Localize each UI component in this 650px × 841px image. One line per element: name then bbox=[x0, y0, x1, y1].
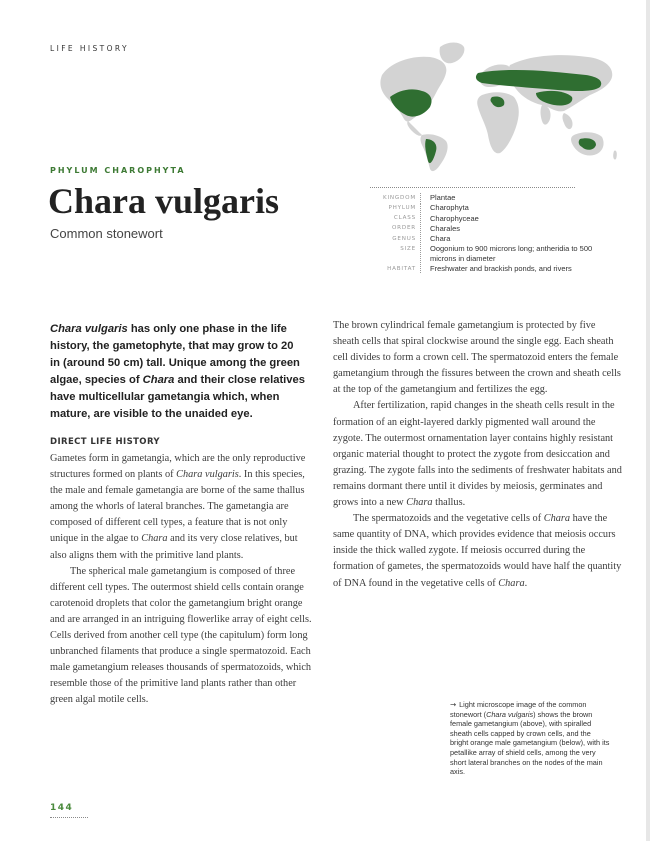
taxonomy-row bbox=[360, 214, 620, 223]
taxonomy-separator bbox=[420, 244, 426, 263]
intro-genus: Chara bbox=[142, 374, 175, 386]
map-greenland bbox=[440, 43, 465, 64]
body-text: After fertilization, rapid changes in the sheath cells result in the formation of an eight-layered darkly pigmented wall around the zygote. The outermost ornamentation layer contains highly resistant organic material thought to protect the zygote from desiccation and grazing. The zygote falls into the sediments of freshwater habitats and remains dormant there until it divides by meiosis, germinates and grows into a new bbox=[333, 400, 622, 509]
taxonomy-label: SIZE bbox=[400, 245, 416, 252]
taxonomy-value: Plantae bbox=[430, 193, 456, 202]
body-text: Gametes form in gametangia, which are the only reproductive structures formed on plants of bbox=[50, 453, 306, 481]
body-text: The spermatozoids and the vegetative cells of bbox=[353, 513, 544, 525]
body-italic: Chara bbox=[543, 513, 571, 525]
taxonomy-row bbox=[360, 234, 620, 243]
page-number: 144 bbox=[50, 803, 74, 813]
intro-text: and their close relatives have multicellular gametangia which, when mature, are visible to the unaided eye. bbox=[50, 374, 305, 420]
taxonomy-value: Freshwater and brackish ponds, and rivers bbox=[430, 264, 572, 274]
taxonomy-value: Charales bbox=[430, 223, 461, 233]
species-title: Chara vulgaris bbox=[48, 181, 280, 221]
taxonomy-label: ORDER bbox=[391, 225, 416, 232]
intro-species: Chara vulgaris bbox=[50, 323, 128, 335]
body-text: thallus. bbox=[432, 497, 466, 509]
taxonomy-separator bbox=[420, 203, 426, 212]
taxonomy-label: PHYLUM bbox=[388, 204, 416, 211]
body-paragraph: The brown cylindrical female gametangium is protected by five sheath cells that spiral clockwise around the single egg. Each sheath cell divides to form a crown cell. The spermatozoid enters the female gametangium through the fissures between the crown and sheath cells at the top of the gametangium and fertilizes the egg. bbox=[333, 320, 621, 396]
map-se-asia bbox=[563, 113, 573, 129]
taxonomy-row bbox=[360, 224, 620, 233]
taxonomy-value: Charophyta bbox=[430, 203, 469, 213]
body-text: . In this species, the male and female gametangia are borne of the same thallus among the whorls of lateral branches. The gametangia are composed of different cell types, a feature that is not only unique in the algae to bbox=[50, 469, 305, 545]
arrow-right-icon: → bbox=[450, 700, 457, 709]
body-column-left bbox=[50, 451, 312, 709]
taxonomy-separator bbox=[420, 234, 426, 243]
phylum-label: PHYLUM CHAROPHYTA bbox=[50, 166, 186, 175]
intro-text: has only one phase in the life history, the gametophyte, that may grow to 20 in (around 50 cm) tall. Unique among the green algae, species of bbox=[50, 323, 300, 386]
page-number-dots bbox=[50, 817, 88, 818]
body-text: and its very close relatives, but also aligns them with the primitive land plants. bbox=[50, 533, 298, 561]
taxonomy-value: Chara bbox=[430, 234, 451, 244]
distribution-map bbox=[360, 35, 630, 173]
taxonomy-table bbox=[360, 193, 620, 274]
body-text: . bbox=[524, 577, 528, 589]
taxonomy-row bbox=[360, 244, 620, 263]
map-central-america bbox=[407, 121, 422, 136]
caption-italic: Chara vulgaris bbox=[486, 709, 534, 719]
taxonomy-value: Oogonium to 900 microns long; antheridia to 500 microns in diameter bbox=[430, 244, 593, 263]
map-new-zealand bbox=[613, 150, 617, 159]
body-italic: Chara bbox=[141, 533, 168, 545]
body-column-right bbox=[333, 318, 623, 592]
map-india bbox=[541, 105, 551, 125]
caption-text: Light microscope image of the common stonewort ( bbox=[450, 700, 587, 719]
body-paragraph bbox=[333, 398, 623, 511]
taxonomy-row bbox=[360, 264, 620, 273]
image-caption bbox=[450, 700, 610, 777]
taxonomy-row bbox=[360, 203, 620, 212]
taxonomy-row bbox=[360, 193, 620, 202]
taxonomy-separator bbox=[420, 224, 426, 233]
body-paragraph bbox=[50, 451, 312, 564]
section-label: LIFE HISTORY bbox=[50, 44, 130, 53]
body-paragraph bbox=[333, 511, 623, 591]
body-text: have the same quantity of DNA, which provides evidence that meiosis occurs inside the thick walled zygote. If meiosis occurred during the formation of gametes, the spermatozoids would have half the quantity of DNA found in the vegetative cells of bbox=[333, 513, 622, 589]
taxonomy-label: HABITAT bbox=[387, 265, 416, 272]
taxonomy-value: Charophyceae bbox=[430, 213, 479, 223]
taxonomy-divider bbox=[370, 187, 575, 188]
caption-text: ) shows the brown female gametangium (above), with spiralled sheath cells capped by crown cells, and the bright orange male gametangium (below), with its petallike array of shield cells, among the very short lateral branches on the nodes of the main axis. bbox=[450, 709, 610, 777]
section-heading: DIRECT LIFE HISTORY bbox=[50, 437, 160, 447]
taxonomy-separator bbox=[420, 214, 426, 223]
taxonomy-label: GENUS bbox=[392, 235, 416, 242]
body-italic: Chara bbox=[406, 497, 433, 509]
body-paragraph: The spherical male gametangium is composed of three different cell types. The outermost shield cells contain orange carotenoid droplets that color the gametangium bright orange and are arranged in an intriguing flowerlike array of eight cells. Cells derived from another cell type (the capitulum) form long unbranched filaments that produce a single spermatozoid. Each male gametangium releases thousands of spermatozoids, which resemble those of the primitive land plants rather than other green algal motile cells. bbox=[50, 565, 312, 706]
common-name: Common stonewort bbox=[50, 226, 163, 241]
page-edge bbox=[646, 0, 650, 841]
taxonomy-label: CLASS bbox=[393, 215, 416, 222]
taxonomy-separator bbox=[420, 264, 426, 273]
body-italic: Chara bbox=[498, 577, 525, 589]
range-north-america bbox=[390, 89, 432, 116]
body-italic: Chara vulgaris bbox=[176, 469, 239, 481]
intro-paragraph bbox=[50, 321, 305, 423]
taxonomy-separator bbox=[420, 193, 426, 202]
taxonomy-label: KINGDOM bbox=[383, 194, 416, 201]
